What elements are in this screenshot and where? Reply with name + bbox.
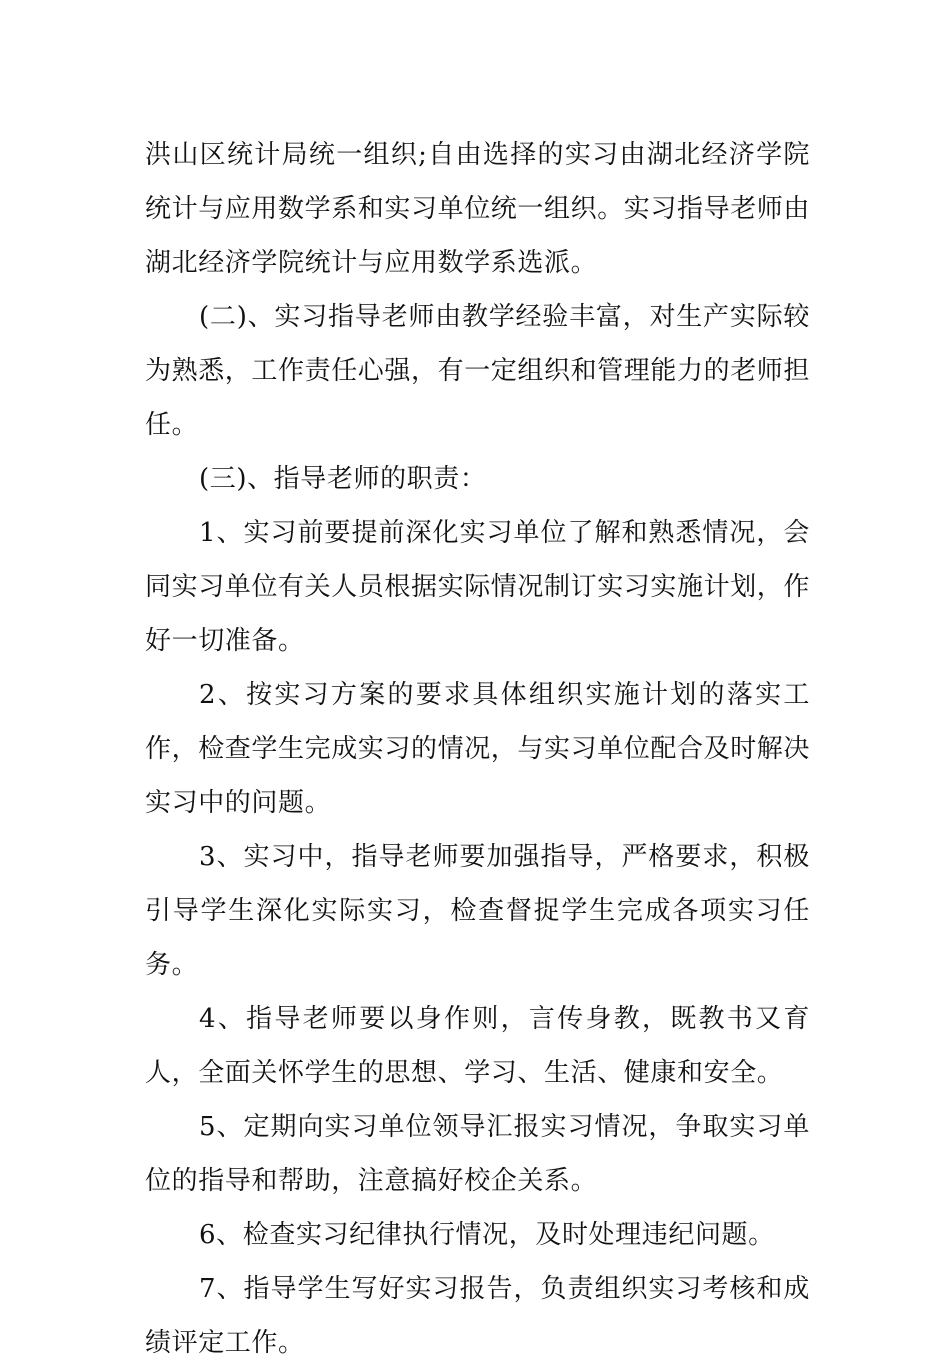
paragraph-duty-7: 7、指导学生写好实习报告，负责组织实习考核和成绩评定工作。 (145, 1274, 810, 1358)
paragraph-duty-4: 4、指导老师要以身作则，言传身教，既教书又育人，全面关怀学生的思想、学习、生活、健康和安全。 (145, 1004, 810, 1088)
paragraph-section-3-heading: (三)、指导老师的职责： (199, 464, 487, 494)
paragraph-duty-6: 6、检查实习纪律执行情况，及时处理违纪问题。 (199, 1220, 775, 1250)
paragraph-duty-2: 2、按实习方案的要求具体组织实施计划的落实工作，检查学生完成实习的情况，与实习单位配合及时解决实习中的问题。 (145, 680, 811, 818)
paragraph-duty-3: 3、实习中，指导老师要加强指导，严格要求，积极引导学生深化实际实习，检查督捉学生完成各项实习任务。 (145, 842, 810, 980)
paragraph-duty-5: 5、定期向实习单位领导汇报实习情况，争取实习单位的指导和帮助，注意搞好校企关系。 (145, 1112, 810, 1196)
paragraph-section-2: (二)、实习指导老师由教学经验丰富，对生产实际较为熟悉，工作责任心强，有一定组织和管理能力的老师担任。 (145, 302, 811, 440)
paragraph-duty-1: 1、实习前要提前深化实习单位了解和熟悉情况，会同实习单位有关人员根据实际情况制订实习实施计划，作好一切准备。 (145, 518, 811, 656)
paragraph-continuation: 洪山区统计局统一组织;自由选择的实习由湖北经济学院统计与应用数学系和实习单位统一组织。实习指导老师由湖北经济学院统计与应用数学系选派。 (145, 140, 811, 278)
